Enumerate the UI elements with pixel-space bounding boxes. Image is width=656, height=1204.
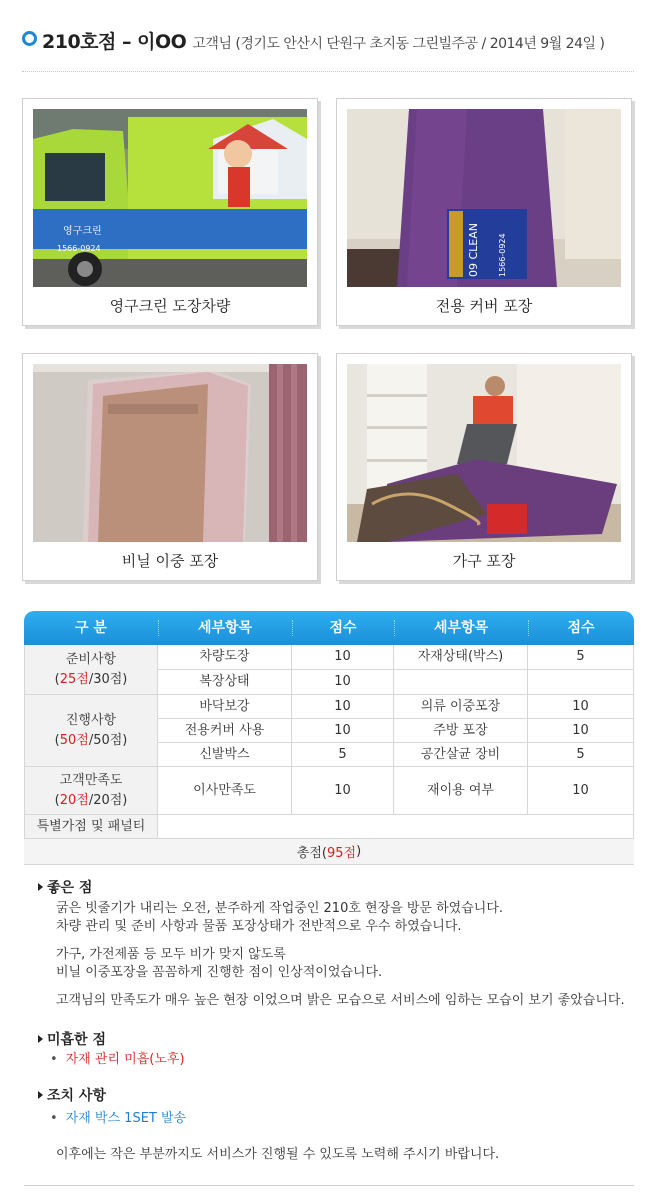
item-cell: 자재상태(박스) — [394, 645, 528, 670]
good-point-line: 굵은 빗줄기가 내리는 오전, 분주하게 작업중인 210호 현장을 방문 하였습니다. — [56, 901, 504, 916]
photo-card-truck[interactable] — [22, 98, 318, 326]
score-earned: 25점 — [59, 671, 89, 687]
total-close: ) — [356, 844, 362, 859]
bullet-circle-icon — [22, 31, 37, 46]
truck-phone-text: 1566-0924 — [57, 244, 101, 253]
vinyl-photo — [33, 364, 307, 542]
score-cell: 10 — [292, 695, 394, 719]
page-title — [42, 27, 604, 54]
header-divider — [22, 71, 634, 72]
triangle-bullet-icon — [38, 883, 43, 891]
category-score: (50점/50점) — [54, 732, 128, 748]
col-score-2: 점수 — [567, 620, 595, 636]
page-header — [0, 0, 656, 72]
item-cell: 신발박스 — [158, 743, 292, 767]
triangle-bullet-icon — [38, 1091, 43, 1099]
category-score: (20점/20점) — [54, 792, 128, 808]
good-point-line: 비닐 이중포장을 꼼꼼하게 진행한 점이 인상적이었습니다. — [56, 965, 383, 980]
category-name: 준비사항 — [65, 651, 117, 667]
good-point-line: 가구, 가전제품 등 모두 비가 맞지 않도록 — [56, 947, 286, 962]
item-cell: 전용커버 사용 — [158, 719, 292, 743]
score-cell: 5 — [292, 743, 394, 767]
score-earned: 20점 — [59, 792, 89, 808]
category-cell — [24, 767, 158, 815]
special-points-cell — [158, 815, 634, 839]
photo-caption: 가구 포장 — [452, 552, 516, 570]
score-cell: 5 — [528, 645, 634, 670]
category-cell — [24, 645, 158, 695]
weak-point-text: 자재 관리 미흡(노후) — [65, 1052, 185, 1067]
category-name: 특별가점 및 패널티 — [36, 818, 146, 834]
col-item-2: 세부항목 — [433, 620, 489, 636]
total-value: 95점 — [327, 846, 357, 861]
category-cell — [24, 695, 158, 767]
good-points-title: 좋은 점 — [47, 880, 93, 896]
score-table — [24, 611, 634, 863]
weak-point-item — [50, 1050, 185, 1069]
item-cell: 바닥보강 — [158, 695, 292, 719]
score-max: /30점 — [88, 671, 123, 687]
item-cell: 공간살균 장비 — [394, 743, 528, 767]
cover-photo — [347, 109, 621, 287]
category-name: 고객만족도 — [59, 772, 123, 788]
truck-photo — [33, 109, 307, 287]
item-cell: 의류 이중포장 — [394, 695, 528, 719]
store-customer-title: 210호점 – 이OO — [42, 31, 187, 53]
action-title: 조치 사항 — [47, 1088, 106, 1104]
category-name: 진행사항 — [65, 712, 117, 728]
score-cell: 10 — [292, 670, 394, 695]
score-max: /20점 — [88, 792, 123, 808]
cover-logo-text: 09 CLEAN — [467, 222, 480, 277]
triangle-bullet-icon — [38, 1035, 43, 1043]
score-max: /50점 — [88, 732, 123, 748]
closing-remark: 이후에는 작은 부분까지도 서비스가 진행될 수 있도록 노력해 주시기 바랍니다. — [56, 1147, 500, 1162]
bullet-dot-icon: • — [50, 1111, 58, 1126]
col-score-1: 점수 — [329, 620, 357, 636]
category-score: (25점/30점) — [54, 671, 128, 687]
bullet-dot-icon: • — [50, 1052, 58, 1067]
score-cell: 10 — [528, 719, 634, 743]
item-cell — [394, 670, 528, 695]
table-header — [24, 611, 634, 645]
photo-card-furniture[interactable] — [336, 353, 632, 581]
good-point-line: 차량 관리 및 준비 사항과 물품 포장상태가 전반적으로 우수 하였습니다. — [56, 919, 462, 934]
photo-caption: 비닐 이중 포장 — [121, 552, 219, 570]
review-section — [24, 863, 634, 1186]
photo-card-vinyl[interactable] — [22, 353, 318, 581]
action-text: 자재 박스 1SET 발송 — [65, 1111, 187, 1126]
score-cell: 10 — [528, 695, 634, 719]
item-cell: 주방 포장 — [394, 719, 528, 743]
score-cell: 10 — [528, 767, 634, 815]
furniture-photo — [347, 364, 621, 542]
action-heading — [38, 1085, 106, 1105]
score-cell: 10 — [292, 719, 394, 743]
score-cell: 10 — [292, 767, 394, 815]
total-score-row — [24, 839, 634, 865]
photo-caption: 영구크린 도장차량 — [109, 297, 231, 315]
truck-logo-text: 영구크린 — [63, 226, 102, 237]
action-item — [50, 1109, 186, 1128]
col-item-1: 세부항목 — [197, 620, 253, 636]
cover-phone-text: 1566-0924 — [498, 233, 507, 277]
table-body — [24, 645, 634, 863]
weak-points-title: 미흡한 점 — [47, 1032, 106, 1048]
good-point-line: 고객님의 만족도가 매우 높은 현장 이었으며 밝은 모습으로 서비스에 임하는 모습이 보기 좋았습니다. — [56, 993, 625, 1008]
score-cell: 5 — [528, 743, 634, 767]
photo-caption: 전용 커버 포장 — [435, 297, 533, 315]
weak-points-heading — [38, 1029, 106, 1049]
photo-card-cover[interactable] — [336, 98, 632, 326]
col-category: 구 분 — [75, 620, 107, 636]
good-points-heading — [38, 877, 92, 897]
score-cell — [528, 670, 634, 695]
category-cell — [24, 815, 158, 839]
item-cell: 복장상태 — [158, 670, 292, 695]
customer-location-date: 고객님 (경기도 안산시 단원구 초지동 그린빌주공 / 2014년 9월 24일 ) — [192, 36, 605, 52]
item-cell: 이사만족도 — [158, 767, 292, 815]
total-label: 총점( — [296, 846, 327, 861]
score-cell: 10 — [292, 645, 394, 670]
item-cell: 재이용 여부 — [394, 767, 528, 815]
score-earned: 50점 — [59, 732, 89, 748]
item-cell: 차량도장 — [158, 645, 292, 670]
